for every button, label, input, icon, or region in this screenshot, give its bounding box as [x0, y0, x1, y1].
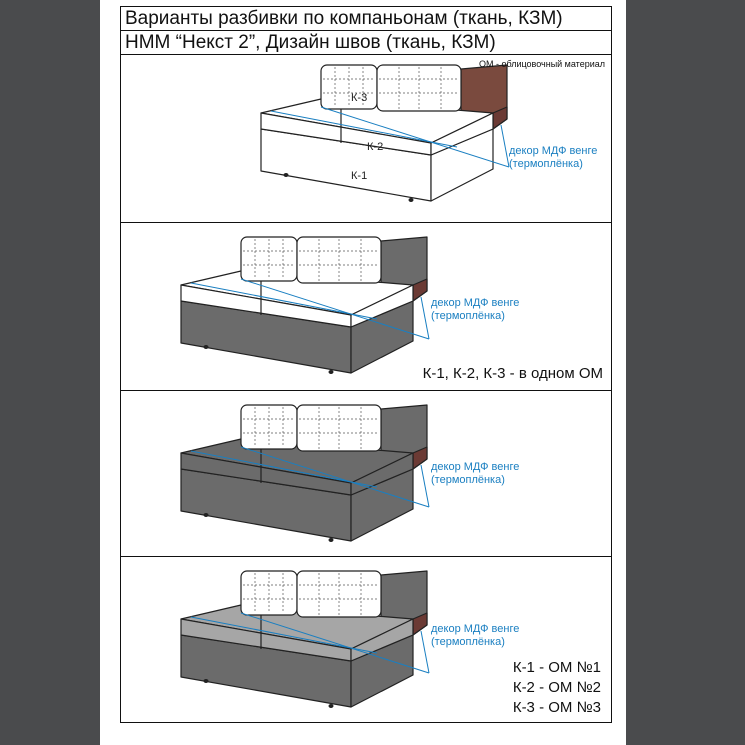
decor-subtext: (термоплёнка): [431, 636, 505, 648]
sofa-leg: [204, 513, 209, 517]
pointer-line: [501, 125, 509, 167]
sofa-leg: [329, 704, 334, 708]
decor-subtext: (термоплёнка): [431, 474, 505, 486]
legend-item-k3: К-3 - ОМ №3: [512, 699, 601, 716]
sofa-panel-2: [121, 223, 611, 391]
sofa-leg: [329, 370, 334, 374]
legend-item-k2: К-2 - ОМ №2: [512, 679, 601, 696]
label-k2: К-2: [367, 141, 384, 153]
pointer-line: [421, 465, 429, 507]
decor-text: декор МДФ венге: [431, 297, 520, 309]
sofa-illustration-1: [121, 55, 611, 223]
sofa-leg: [329, 538, 334, 542]
sofa-leg: [204, 679, 209, 683]
sofa-panel-4: [121, 557, 611, 722]
pointer-line: [421, 631, 429, 673]
sofa-leg: [409, 198, 414, 202]
decor-note-2: [431, 297, 519, 323]
decor-text: декор МДФ венге: [509, 145, 598, 157]
om-note: ОМ - облицовочный материал: [478, 59, 605, 69]
sofa-leg: [284, 173, 289, 177]
legend-item-k1: К-1 - ОМ №1: [512, 659, 601, 676]
sofa-panel-3: [121, 391, 611, 557]
material-legend: [513, 658, 601, 718]
sheet-subtitle: НММ “Некст 2”, Дизайн швов (ткань, КЗМ): [121, 31, 611, 55]
decor-subtext: (термоплёнка): [431, 310, 505, 322]
pointer-line: [421, 297, 429, 339]
sofa-panel-1: [121, 55, 611, 223]
decor-subtext: (термоплёнка): [509, 158, 583, 170]
sheet-title: Варианты разбивки по компаньонам (ткань, КЗМ): [121, 7, 611, 31]
sofa-leg: [204, 345, 209, 349]
label-k1: К-1: [351, 170, 368, 182]
decor-note-4: [431, 623, 519, 649]
label-k3: К-3: [351, 92, 368, 104]
sofa-illustration-3: [121, 391, 611, 557]
spec-sheet-frame: [120, 6, 612, 723]
panel-caption: К-1, К-2, К-3 - в одном ОМ: [422, 365, 603, 382]
decor-text: декор МДФ венге: [431, 461, 520, 473]
decor-note-3: [431, 461, 519, 487]
decor-text: декор МДФ венге: [431, 623, 520, 635]
decor-note-1: [509, 145, 597, 171]
